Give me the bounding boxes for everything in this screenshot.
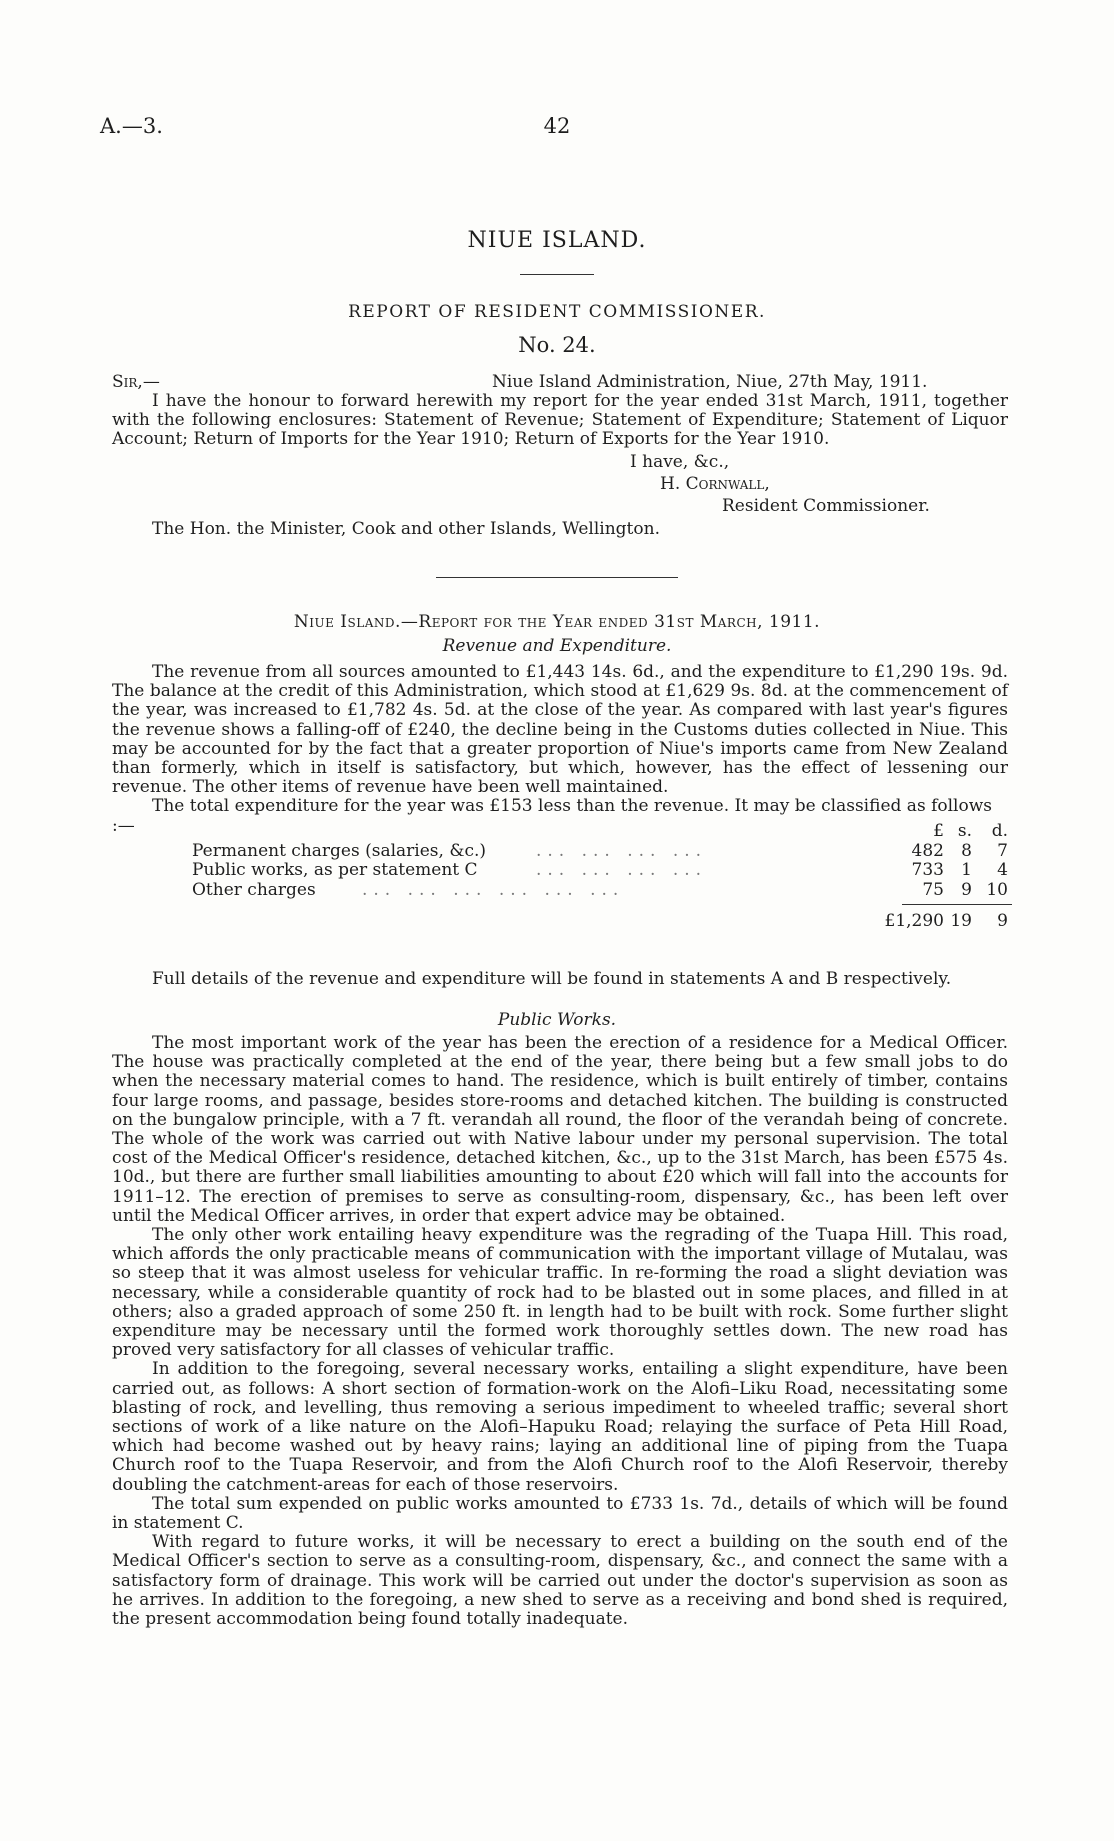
document-reference: A.—3. (100, 114, 163, 138)
works-paragraph-5: With regard to future works, it will be necessary to erect a building on the south end of the Medical Officer's section to serve as a consulting-room, dispensary, &c., and connect the same with a satisfactory form of drainage. This work will be carried out under the doctor's supervision as soon as he arrives. In addition to the foregoing, a new shed to serve as a receiving and bond shed is required, the present accommodation being found totally inadequate. (112, 1532, 1008, 1630)
revenue-paragraph-3: Full details of the revenue and expenditure will be found in statements A and B respectively. (152, 969, 952, 989)
column-pence-header: d. (991, 821, 1008, 841)
letter-body-text: I have the honour to forward herewith my report for the year ended 31st March, 1911, together with the following enclosures: Statement of Revenue; Statement of Expenditure; Statement of Liquor Account; Return of Imports for the Year 1910; Return of Exports for the Year 1910. (112, 391, 1008, 450)
addressee: The Hon. the Minister, Cook and other Islands, Wellington. (152, 519, 660, 539)
column-shillings-header: s. (957, 821, 972, 841)
table-total-row (112, 912, 1008, 932)
signature-title: Resident Commissioner. (722, 496, 930, 516)
letter-closing: I have, &c., (630, 452, 730, 472)
revenue-details-note (112, 970, 1008, 989)
works-paragraph-4: The total sum expended on public works amounted to £733 1s. 7d., details of which will be found in statement C. (112, 1493, 1008, 1534)
title-rule (520, 274, 594, 275)
row-leader-dots: ... ... ... ... ... ... (362, 879, 625, 900)
document-title: NIUE ISLAND. (467, 228, 647, 253)
table-header-row (112, 822, 1008, 842)
report-number: No. 24. (518, 333, 596, 357)
works-paragraph-3: In addition to the foregoing, several necessary works, entailing a slight expenditure, have been carried out, as follows: A short section of formation-work on the Alofi–Liku Road, necessitating some blasting of rock, and levelling, thus removing a serious impediment to wheeled traffic; several short sections of work of a like nature on the Alofi–Hapuku Road; relaying the surface of Peta Hill Road, which had become washed out by heavy rains; laying an additional line of piping from the Tuapa Church roof to the Tuapa Reservoir, and from the Alofi Church roof to the Alofi Reservoir, thereby doubling the catchment-areas for each of those reservoirs. (112, 1359, 1008, 1495)
revenue-section (112, 663, 1008, 836)
row-pounds: 482 (911, 840, 944, 861)
row-pounds: 733 (911, 860, 944, 880)
report-heading: Niue Island.—Report for the Year ended 31st March, 1911. (293, 612, 821, 632)
public-works-section (112, 1034, 1008, 1629)
letter-body (112, 392, 1008, 450)
row-label: Other charges (192, 879, 316, 900)
row-pence: 10 (986, 879, 1008, 900)
row-pence: 4 (997, 860, 1008, 880)
letter-address-line: Niue Island Administration, Niue, 27th May, 1911. (492, 372, 928, 392)
signature: H. Cornwall, (660, 474, 770, 494)
total-pence: 9 (997, 911, 1008, 931)
row-pounds: 75 (922, 879, 944, 900)
revenue-paragraph-1: The revenue from all sources amounted to £1,443 14s. 6d., and the expenditure to £1,290 19s. 9d. The balance at the credit of this Administration, which stood at £1,629 9s. 8d. at the commencement of the year, was increased to £1,782 4s. 5d. at the close of the year. As compared with last year's figures the revenue shows a falling-off of £240, the decline being in the Customs duties collected in Niue. This may be accounted for by the fact that a greater proportion of Niue's imports came from New Zealand than formerly, which in itself is satisfactory, but which, however, has the effect of lessening our revenue. The other items of revenue have been well maintained. (112, 662, 1008, 798)
works-paragraph-1: The most important work of the year has been the erection of a residence for a Medical Officer. The house was practically completed at the end of the year, there being but a few small jobs to do when the necessary material comes to hand. The residence, which is built entirely of timber, contains four large rooms, and passage, besides store-rooms and detached kitchen. The building is constructed on the bungalow principle, with a 7 ft. verandah all round, the floor of the verandah being of concrete. The whole of the work was carried out with Native labour under my personal supervision. The total cost of the Medical Officer's residence, detached kitchen, &c., up to the 31st March, has been £575 4s. 10d., but there are further small liabilities amounting to about £20 which will fall into the accounts for 1911–12. The erection of premises to serve as consulting-room, dispensary, &c., has been left over until the Medical Officer arrives, in order that expert advice may be obtained. (112, 1033, 1008, 1226)
works-paragraph-2: The only other work entailing heavy expenditure was the regrading of the Tuapa Hill. This road, which affords the only practicable means of communication with the important village of Mutalau, was so steep that it was almost useless for vehicular traffic. In re-forming the road a slight deviation was necessary, while a considerable quantity of rock had to be blasted out in some places, and filled in at others; also a graded approach of some 250 ft. in length had to be built with rock. Some further slight expenditure may be necessary until the formed work thoroughly settles down. The new road has proved very satisfactory for all classes of vehicular traffic. (112, 1225, 1008, 1361)
salutation: Sir,— (112, 372, 160, 392)
row-shillings: 9 (961, 879, 972, 900)
row-label: Public works, as per statement C (192, 860, 478, 880)
row-label: Permanent charges (salaries, &c.) (192, 840, 487, 861)
total-pounds: £1,290 (884, 911, 944, 931)
row-pence: 7 (997, 840, 1008, 861)
public-works-heading: Public Works. (497, 1010, 617, 1030)
revenue-paragraph-2: The total expenditure for the year was £153 less than the revenue. It may be classified as follows :— (112, 796, 992, 836)
expenditure-table (112, 822, 1008, 932)
table-row (112, 881, 1008, 901)
column-pounds-header: £ (933, 821, 944, 841)
row-leader-dots: ... ... ... ... (536, 840, 708, 861)
section-rule (436, 577, 678, 578)
row-shillings: 1 (961, 860, 972, 880)
document-subtitle: REPORT OF RESIDENT COMMISSIONER. (348, 302, 766, 322)
page-number-wrap (0, 114, 1114, 138)
total-rule (902, 904, 1012, 905)
row-shillings: 8 (961, 840, 972, 861)
row-leader-dots: ... ... ... ... (536, 860, 708, 880)
revenue-heading: Revenue and Expenditure. (442, 636, 672, 656)
page-number: 42 (543, 114, 571, 138)
table-row (112, 842, 1008, 862)
table-row (112, 861, 1008, 881)
total-shillings: 19 (950, 911, 972, 931)
